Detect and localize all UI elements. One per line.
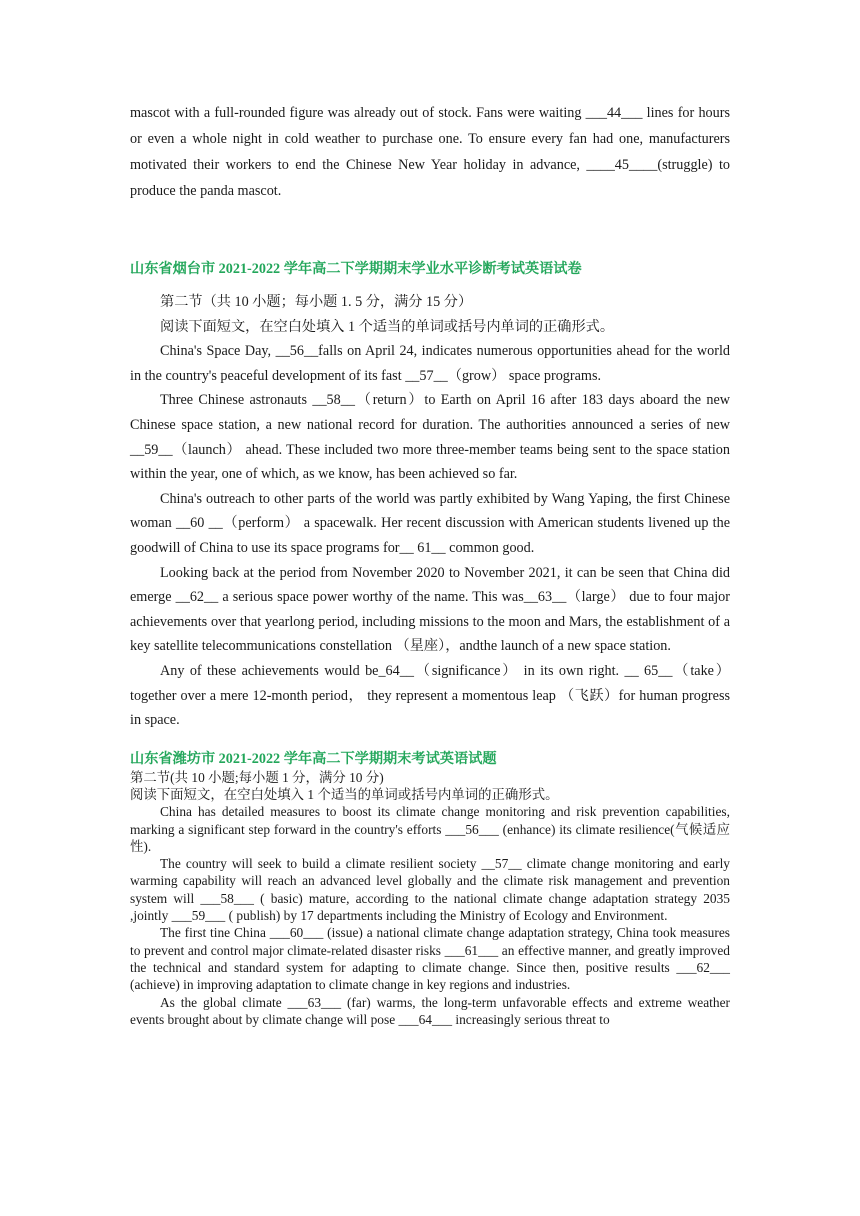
passage-paragraph: China has detailed measures to boost its climate change monitoring and risk prevention capabilities, marking a significant step forward in the country's efforts ___56___ (enhance) its climate resilience(气候适应性). bbox=[130, 804, 730, 854]
passage-paragraph: mascot with a full-rounded figure was already out of stock. Fans were waiting ___44___ lines for hours or even a whole night in cold weather to purchase one. To ensure every fan had one, manufacturers motivated their workers to end the Chinese New Year holiday in advance, ____45____(struggle) to produce the panda mascot. bbox=[130, 105, 730, 199]
passage-continuation bbox=[130, 100, 730, 204]
passage-paragraph: Three Chinese astronauts __58__（return）to Earth on April 16 after 183 days aboard the new Chinese space station, a new national record for duration. The authorities announced a series of new __59__（launch） ahead. These included two more three-member teams being sent to the space station within the year, one of which, as we know, has been achieved so far. bbox=[130, 392, 730, 483]
weifang-exam-section bbox=[130, 749, 730, 1028]
passage-paragraph: The country will seek to build a climate resilient society __57__ climate change monitoring and early warming capability will reach an advanced level globally and the climate risk management and prevention system will ___58___ ( basic) mature, according to the national climate change adaptation strategy 2035 ,jointly ___59___ ( publish) by 17 departments including the Ministry of Ecology and Environment. bbox=[130, 856, 730, 924]
section-instruction: 阅读下面短文，在空白处填入 1 个适当的单词或括号内单词的正确形式。 bbox=[130, 786, 559, 802]
passage-paragraph: Any of these achievements would be_64__（significance） in its own right. __ 65__（take） together over a mere 12-month period， they represent a momentous leap （飞跃）for human progress in space. bbox=[130, 662, 730, 729]
passage-paragraph: China's outreach to other parts of the world was partly exhibited by Wang Yaping, the first Chinese woman __60 __（perform） a spacewalk. Her recent discussion with American students livened up the goodwill of China to use its space programs for__ 61__ common good. bbox=[130, 490, 730, 556]
passage-paragraph: Looking back at the period from November 2020 to November 2021, it can be seen that China did emerge __62__ a serious space power worthy of the name. This was__63__（large） due to four major achievements over that yearlong period, including missions to the moon and Mars, the establishment of a key satellite telecommunications constellation （星座），andthe launch of a new space station. bbox=[130, 564, 730, 655]
section-heading-weifang: 山东省潍坊市 2021-2022 学年高二下学期期末考试英语试题 bbox=[130, 750, 497, 767]
section-instruction: 第二节(共 10 小题;每小题 1 分，满分 10 分) bbox=[130, 769, 384, 785]
section-instruction: 第二节（共 10 小题；每小题 1. 5 分，满分 15 分） bbox=[160, 294, 473, 310]
document-page bbox=[130, 100, 730, 1028]
passage-paragraph: As the global climate ___63___ (far) warms, the long-term unfavorable effects and extreme weather events brought about by climate change will pose ___64___ increasingly serious threat to bbox=[130, 994, 730, 1027]
passage-paragraph: The first tine China ___60___ (issue) a national climate change adaptation strategy, China took measures to prevent and control major climate-related disaster risks ___61___ an effective manner, and greatly improved the technical and standard system for adapting to climate change. Since then, positive results ___62___ (achieve) in improving adaptation to climate change in key regions and industries. bbox=[130, 925, 730, 993]
passage-paragraph: China's Space Day, __56__falls on April 24, indicates numerous opportunities ahead for the world in the country's peaceful development of its fast __57__（grow） space programs. bbox=[130, 343, 730, 384]
section-instruction: 阅读下面短文，在空白处填入 1 个适当的单词或括号内单词的正确形式。 bbox=[160, 318, 615, 335]
yantai-exam-section bbox=[130, 256, 730, 733]
section-heading-yantai: 山东省烟台市 2021-2022 学年高二下学期期末学业水平诊断考试英语试卷 bbox=[130, 261, 582, 277]
